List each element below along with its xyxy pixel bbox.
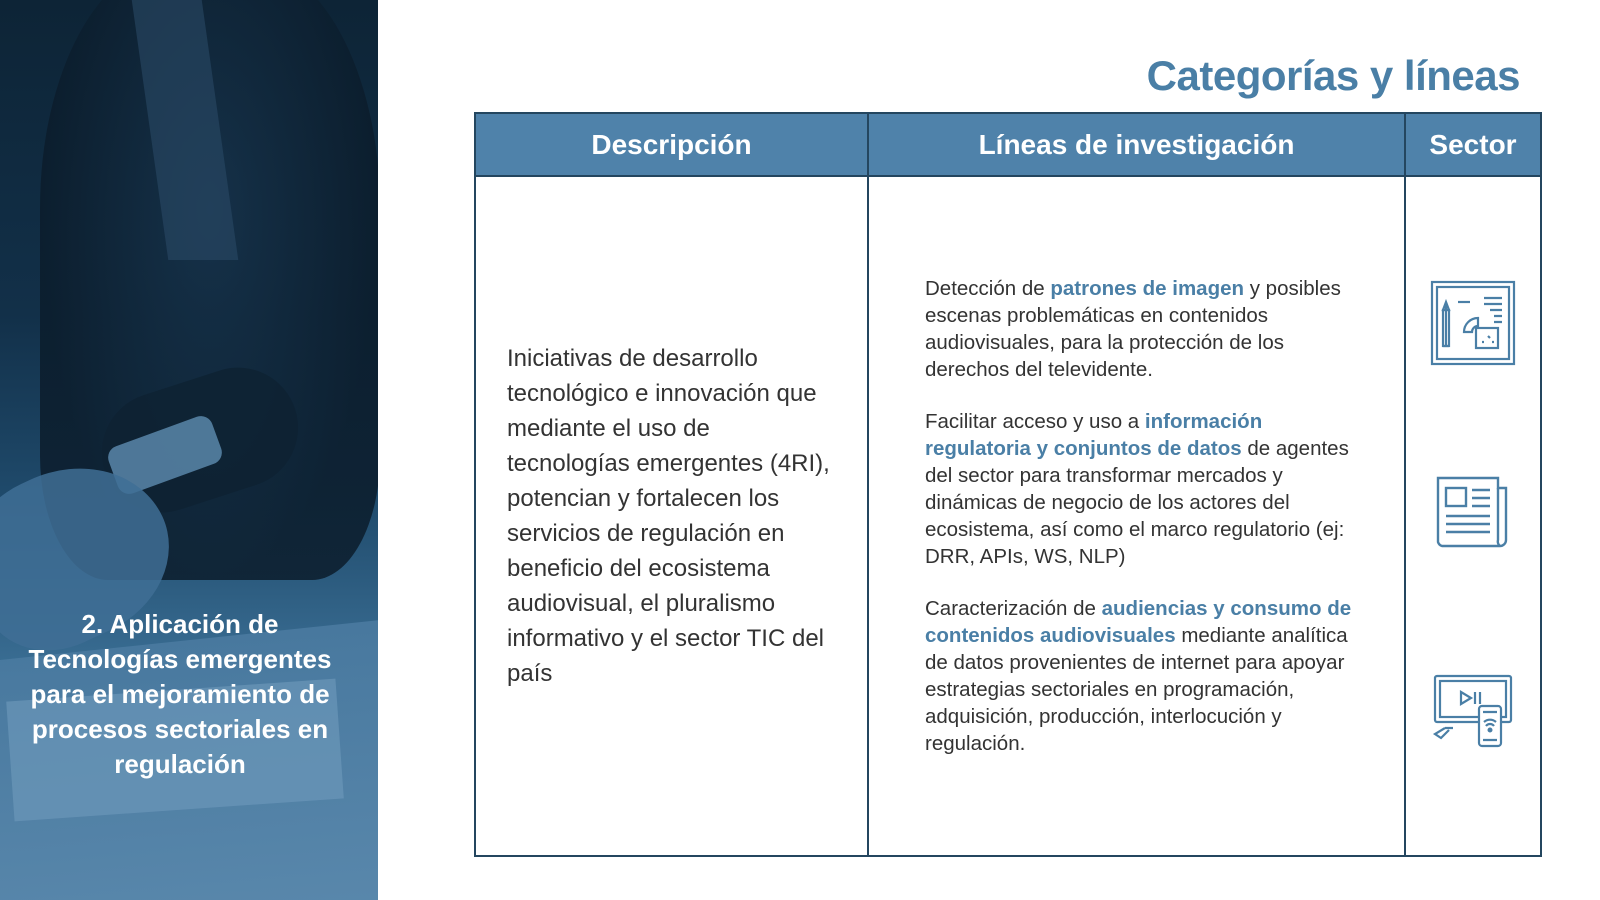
line-2-highlight: información regulatoria y conjuntos de datos [925, 410, 1263, 460]
line-2-pre: Facilitar acceso y uso a [925, 410, 1145, 433]
categories-table [474, 112, 1542, 857]
table-row [475, 176, 1541, 856]
newspaper-icon [1434, 474, 1512, 550]
line-1-highlight: patrones de imagen [1050, 277, 1245, 300]
description-cell [475, 176, 868, 856]
line-1-pre: Detección de [925, 277, 1051, 300]
header-lineas: Líneas de investigación [868, 113, 1405, 176]
panel-title: 2. Aplicación de Tecnologías emergentes para el mejoramiento de procesos sectoriales en regulación [28, 609, 332, 779]
tv-mobile-icon [1431, 672, 1515, 752]
research-line-3 [925, 595, 1364, 757]
page-title: Categorías y líneas [1146, 52, 1520, 99]
header-descripcion: Descripción [475, 113, 868, 176]
research-line-1 [925, 275, 1364, 383]
line-2-post: de agentes del sector para transformar mercados y dinámicas de negocio de los actores del ecosistema, así como el marco regulatorio (ej: DRR, APIs, WS, NLP) [925, 437, 1349, 568]
line-3-post: mediante analítica de datos provenientes de internet para apoyar estrategias sectoriales en programación, adquisición, producción, interlocución y regulación. [925, 624, 1348, 755]
sector-cell [1405, 176, 1541, 856]
table-header-row [475, 113, 1541, 176]
line-1-post: y posibles escenas problemáticas en contenidos audiovisuales, para la protección de los derechos del televidente. [925, 277, 1341, 381]
research-line-2 [925, 408, 1364, 570]
description-text: Iniciativas de desarrollo tecnológico e innovación que mediante el uso de tecnologías emergentes (4RI), potencian y fortalecen los servicios de regulación en beneficio del ecosistema audiovisual, el pluralismo informativo y el sector TIC del país [507, 345, 830, 687]
line-3-pre: Caracterización de [925, 597, 1102, 620]
lines-cell [868, 176, 1405, 856]
line-3-highlight: audiencias y consumo de contenidos audiovisuales [925, 597, 1352, 647]
header-sector: Sector [1405, 113, 1541, 176]
image-analysis-icon [1430, 280, 1516, 366]
